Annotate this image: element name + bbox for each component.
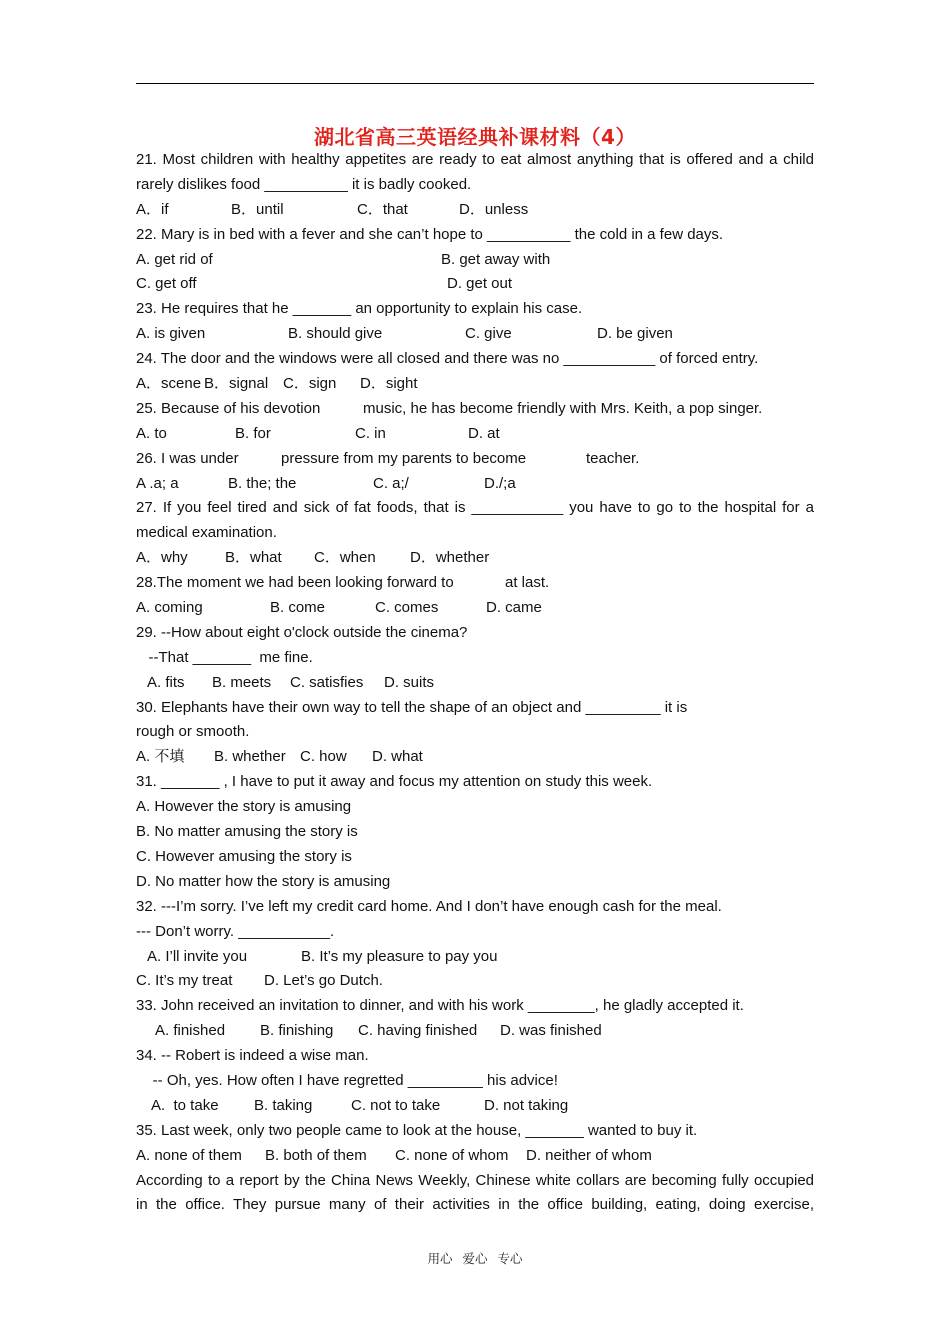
option-text: 25. Because of his devotion: [136, 399, 321, 417]
option-text: A. finished: [155, 1022, 226, 1040]
option-text: A. fits: [147, 673, 185, 691]
text-line: A. However the story is amusing: [136, 798, 352, 816]
option-text: B. It’s my pleasure to pay you: [301, 947, 498, 965]
option-text: A. to: [136, 424, 167, 442]
option-text: 28.The moment we had been looking forward to: [136, 574, 454, 592]
option-text: C. It’s my treat: [136, 972, 233, 990]
option-text: D. was finished: [500, 1022, 602, 1040]
text-line: 31. _______ , I have to put it away and focus my attention on study this week.: [136, 773, 653, 791]
option-text: C. get off: [136, 275, 197, 293]
text-line: [136, 745, 814, 770]
text-line: [136, 571, 814, 596]
option-text: A. is given: [136, 325, 206, 343]
option-text: B. whether: [214, 748, 286, 766]
option-text: B. finishing: [260, 1022, 334, 1040]
option-text: pressure from my parents to become: [281, 449, 527, 467]
option-text: B．what: [225, 549, 282, 567]
option-text: music, he has become friendly with Mrs. Keith, a pop singer.: [363, 399, 763, 417]
text-line: --- Don’t worry. ___________.: [136, 922, 335, 940]
text-line: rarely dislikes food __________ it is badly cooked.: [136, 175, 472, 193]
text-line: [136, 969, 814, 994]
option-text: B. taking: [254, 1096, 313, 1114]
option-text: D. what: [372, 748, 423, 766]
option-text: B. the; the: [228, 474, 297, 492]
text-line: [136, 1094, 814, 1119]
option-text: A .a; a: [136, 474, 179, 492]
option-text: B．signal: [204, 375, 269, 393]
text-line: According to a report by the China News Weekly, Chinese white collars are becoming fully occupied: [136, 1171, 814, 1189]
text-line: 32. ---I’m sorry. I’ve left my credit card home. And I don’t have enough cash for the meal.: [136, 897, 722, 915]
text-line: D. No matter how the story is amusing: [136, 872, 391, 890]
option-text: C. give: [465, 325, 512, 343]
text-line: [136, 671, 814, 696]
option-text: C．when: [314, 549, 376, 567]
text-line: [136, 248, 814, 273]
option-text: A. coming: [136, 599, 203, 617]
text-line: 23. He requires that he _______ an opportunity to explain his case.: [136, 300, 583, 318]
option-text: D. be given: [597, 325, 673, 343]
option-text: B. for: [235, 424, 271, 442]
option-text: D. get out: [447, 275, 513, 293]
option-text: C. a;/: [373, 474, 409, 492]
option-text: B. meets: [212, 673, 272, 691]
option-text: A. to take: [151, 1096, 219, 1114]
option-text: A．why: [136, 549, 188, 567]
exercise-body: [136, 148, 814, 1218]
text-line: [136, 322, 814, 347]
text-line: 24. The door and the windows were all closed and there was no ___________ of forced entry.: [136, 350, 759, 368]
option-text: C．sign: [283, 375, 337, 393]
text-line: -- Oh, yes. How often I have regretted _________ his advice!: [136, 1071, 558, 1089]
text-line: 27. If you feel tired and sick of fat foods, that is ___________ you have to go to the hospital for a: [136, 499, 814, 517]
text-line: 33. John received an invitation to dinner, and with his work ________, he gladly accepted it.: [136, 997, 744, 1015]
option-text: B. come: [270, 599, 326, 617]
option-text: C. satisfies: [290, 673, 364, 691]
text-line: C. However amusing the story is: [136, 847, 352, 865]
option-text: D. Let’s go Dutch.: [264, 972, 383, 990]
text-line: B. No matter amusing the story is: [136, 823, 358, 841]
option-text: D. neither of whom: [526, 1146, 652, 1164]
option-text: B. both of them: [265, 1146, 367, 1164]
option-text: D．whether: [410, 549, 490, 567]
option-text: A．if: [136, 200, 169, 218]
option-text: B. should give: [288, 325, 383, 343]
option-text: D. suits: [384, 673, 435, 691]
option-text: D．sight: [360, 375, 418, 393]
page-footer: 用心 爱心 专心: [427, 1251, 523, 1266]
page-title: 湖北省高三英语经典补课材料（4）: [314, 125, 636, 149]
option-text: D. at: [468, 424, 500, 442]
text-line: [136, 447, 814, 472]
text-line: [136, 1144, 814, 1169]
option-text: A. 不填: [136, 748, 185, 766]
text-line: 29. --How about eight o'clock outside the cinema?: [136, 623, 468, 641]
option-text: A．scene: [136, 375, 202, 393]
text-line: [136, 422, 814, 447]
text-line: 22. Mary is in bed with a fever and she can’t hope to __________ the cold in a few days.: [136, 225, 724, 243]
option-text: C. having finished: [358, 1022, 478, 1040]
text-line: [136, 945, 814, 970]
text-line: 34. -- Robert is indeed a wise man.: [136, 1047, 369, 1065]
option-text: C．that: [357, 200, 408, 218]
text-line: [136, 596, 814, 621]
text-line: 21. Most children with healthy appetites are ready to eat almost anything that is offered and a child: [136, 151, 814, 168]
option-text: B．until: [231, 200, 284, 218]
text-line: in the office. They pursue many of their activities in the office building, eating, doing exercise,: [136, 1196, 814, 1214]
text-line: [136, 472, 814, 497]
header-rule: [136, 83, 814, 84]
text-line: 35. Last week, only two people came to look at the house, _______ wanted to buy it.: [136, 1121, 698, 1139]
option-text: at last.: [505, 574, 550, 592]
option-text: A. none of them: [136, 1146, 242, 1164]
option-text: C. in: [355, 424, 386, 442]
text-line: [136, 546, 814, 571]
option-text: D. came: [486, 599, 542, 617]
option-text: C. comes: [375, 599, 439, 617]
text-line: [136, 272, 814, 297]
option-text: A. get rid of: [136, 250, 213, 268]
option-text: B. get away with: [441, 250, 551, 268]
text-line: [136, 372, 814, 397]
option-text: teacher.: [586, 449, 640, 467]
text-line: [136, 1019, 814, 1044]
option-text: D．unless: [459, 200, 529, 218]
text-line: --That _______ me fine.: [136, 648, 313, 666]
option-text: 26. I was under: [136, 449, 239, 467]
text-line: [136, 397, 814, 422]
text-line: rough or smooth.: [136, 723, 250, 741]
option-text: D./;a: [484, 474, 516, 492]
text-line: [136, 198, 814, 223]
text-line: medical examination.: [136, 524, 277, 542]
text-line: 30. Elephants have their own way to tell the shape of an object and _________ it is: [136, 698, 688, 716]
option-text: D. not taking: [484, 1096, 569, 1114]
option-text: A. I’ll invite you: [147, 947, 248, 965]
option-text: C. none of whom: [395, 1146, 509, 1164]
option-text: C. not to take: [351, 1096, 441, 1114]
option-text: C. how: [300, 748, 347, 766]
